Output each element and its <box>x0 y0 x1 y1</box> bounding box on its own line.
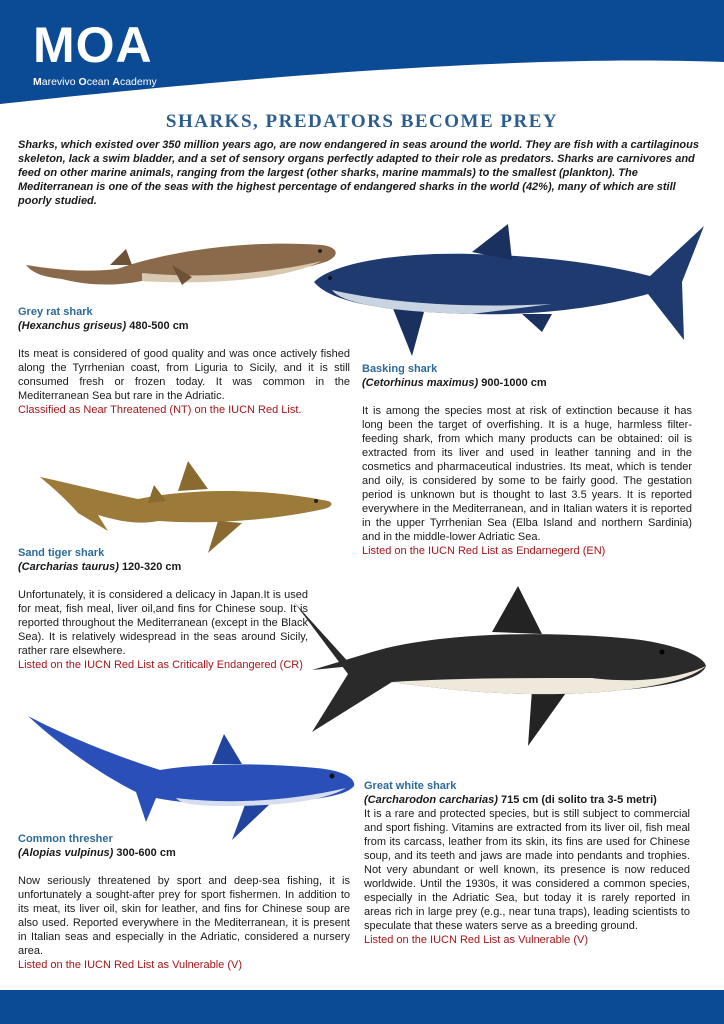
species-latin-size: (Carcharodon carcharias) 715 cm (di solito tra 3-5 metri) <box>364 794 657 806</box>
species-latin-size: (Carcharias taurus) 120-320 cm <box>18 561 182 573</box>
header-banner <box>0 0 724 110</box>
species-great-white-shark <box>364 779 690 947</box>
species-name: Basking shark <box>362 363 438 375</box>
page-title: SHARKS, PREDATORS BECOME PREY <box>165 111 559 132</box>
species-latin-size: (Alopias vulpinus) 300-600 cm <box>18 847 176 859</box>
species-description: Now seriously threatened by sport and deep-sea fishing, it is unfortunately a sought-after prey for sport fishermen. In addition to its meat, its liver oil, skin for leather, and fins for Chinese soup are also used. Reported everywhere in the Mediterranean, it is present in Italian seas and especially in the Adriatic, considered a nursery area. <box>18 875 350 957</box>
species-latin-size: (Cetorhinus maximus) 900-1000 cm <box>362 377 547 389</box>
species-grey-rat-shark <box>18 305 350 417</box>
species-common-thresher <box>18 832 350 972</box>
basking-shark-illustration <box>312 220 708 360</box>
intro-paragraph: Sharks, which existed over 350 million years ago, are now endangered in seas around the world. They are fish with a cartilaginous skeleton, lack a swim bladder, and a set of sensory organs perfectly adapted to their role as predators. Sharks are carnivores and feed on other marine animals, ranging from the largest (other sharks, marine mammals) to the smallest (plankton). The Mediterranean is one of the seas with the highest percentage of endangered sharks in the world (42%), many of which are still poorly studied. <box>18 139 699 207</box>
species-description: Its meat is considered of good quality and was once actively fished along the Tyrrhenian coast, from Liguria to Sicily, and it is still consumed fresh or frozen today. It was common in the Mediterranean Sea but rare in the Adriatic. <box>18 348 350 402</box>
iucn-status: Listed on the IUCN Red List as Endarnegerd (EN) <box>362 545 606 557</box>
species-name: Sand tiger shark <box>18 547 105 559</box>
iucn-status: Listed on the IUCN Red List as Vulnerable (V) <box>364 934 588 946</box>
iucn-status: Classified as Near Threatened (NT) on the IUCN Red List. <box>18 404 302 416</box>
species-name: Common thresher <box>18 833 113 845</box>
footer-bar <box>0 990 724 1024</box>
iucn-status: Listed on the IUCN Red List as Vulnerable (V) <box>18 959 242 971</box>
species-description: It is a rare and protected species, but is still subject to commercial and sport fishing. Vitamins are extracted from its liver oil, fish meal from its carcass, leather from its skin, its fins are used for Chinese soup, and its teeth and jaws are made into pendants and trophies. Not very abundant or well known, its presence is now reduced worldwide. Until the 1930s, it was considered a common species, especially in the Adriatic Sea, but today it is rarely reported in areas rich in large prey (e.g., near tuna traps), leading scientists to speculate that these waters serve as a breeding ground. <box>364 808 690 932</box>
species-basking-shark <box>362 362 692 558</box>
logo[interactable]: MOA <box>33 17 153 73</box>
species-sand-tiger-shark <box>18 546 338 672</box>
species-name: Great white shark <box>364 780 457 792</box>
species-description: It is among the species most at risk of extinction because it has long been the target of overfishing. It is a huge, harmless filter-feeding shark, from which many products can be obtained: oil is extracted from its liver and used in leather tanning and in the cosmetics and pharmaceutical industries. Its meat, which is tender and oily, is considered by some to be fairly good. The gestation period is unknown but is thought to last 3.5 years. It is reported everywhere in the Mediterranean, and in Italian waters it is reported in the upper Tyrrhenian Sea (Elba Island and northern Sardinia) and in the middle-lower Adriatic Sea. <box>362 405 692 543</box>
logo-subtitle: Marevivo Ocean Academy <box>33 76 157 88</box>
species-description: Unfortunately, it is considered a delicacy in Japan.It is used for meat, fish meal, liver oil,and fins for Chinese soup. It is reported throughout the Mediterranean (except in the Black Sea). It is relatively widespread in the seas around Sicily, rather rare elsewhere. <box>18 589 308 657</box>
species-name: Grey rat shark <box>18 306 93 318</box>
species-latin-size: (Hexanchus griseus) 480-500 cm <box>18 320 189 332</box>
iucn-status: Listed on the IUCN Red List as Critically Endangered (CR) <box>18 659 303 671</box>
common-thresher-illustration <box>26 712 358 842</box>
grey-rat-shark-illustration <box>22 225 342 295</box>
sand-tiger-shark-illustration <box>38 455 334 555</box>
